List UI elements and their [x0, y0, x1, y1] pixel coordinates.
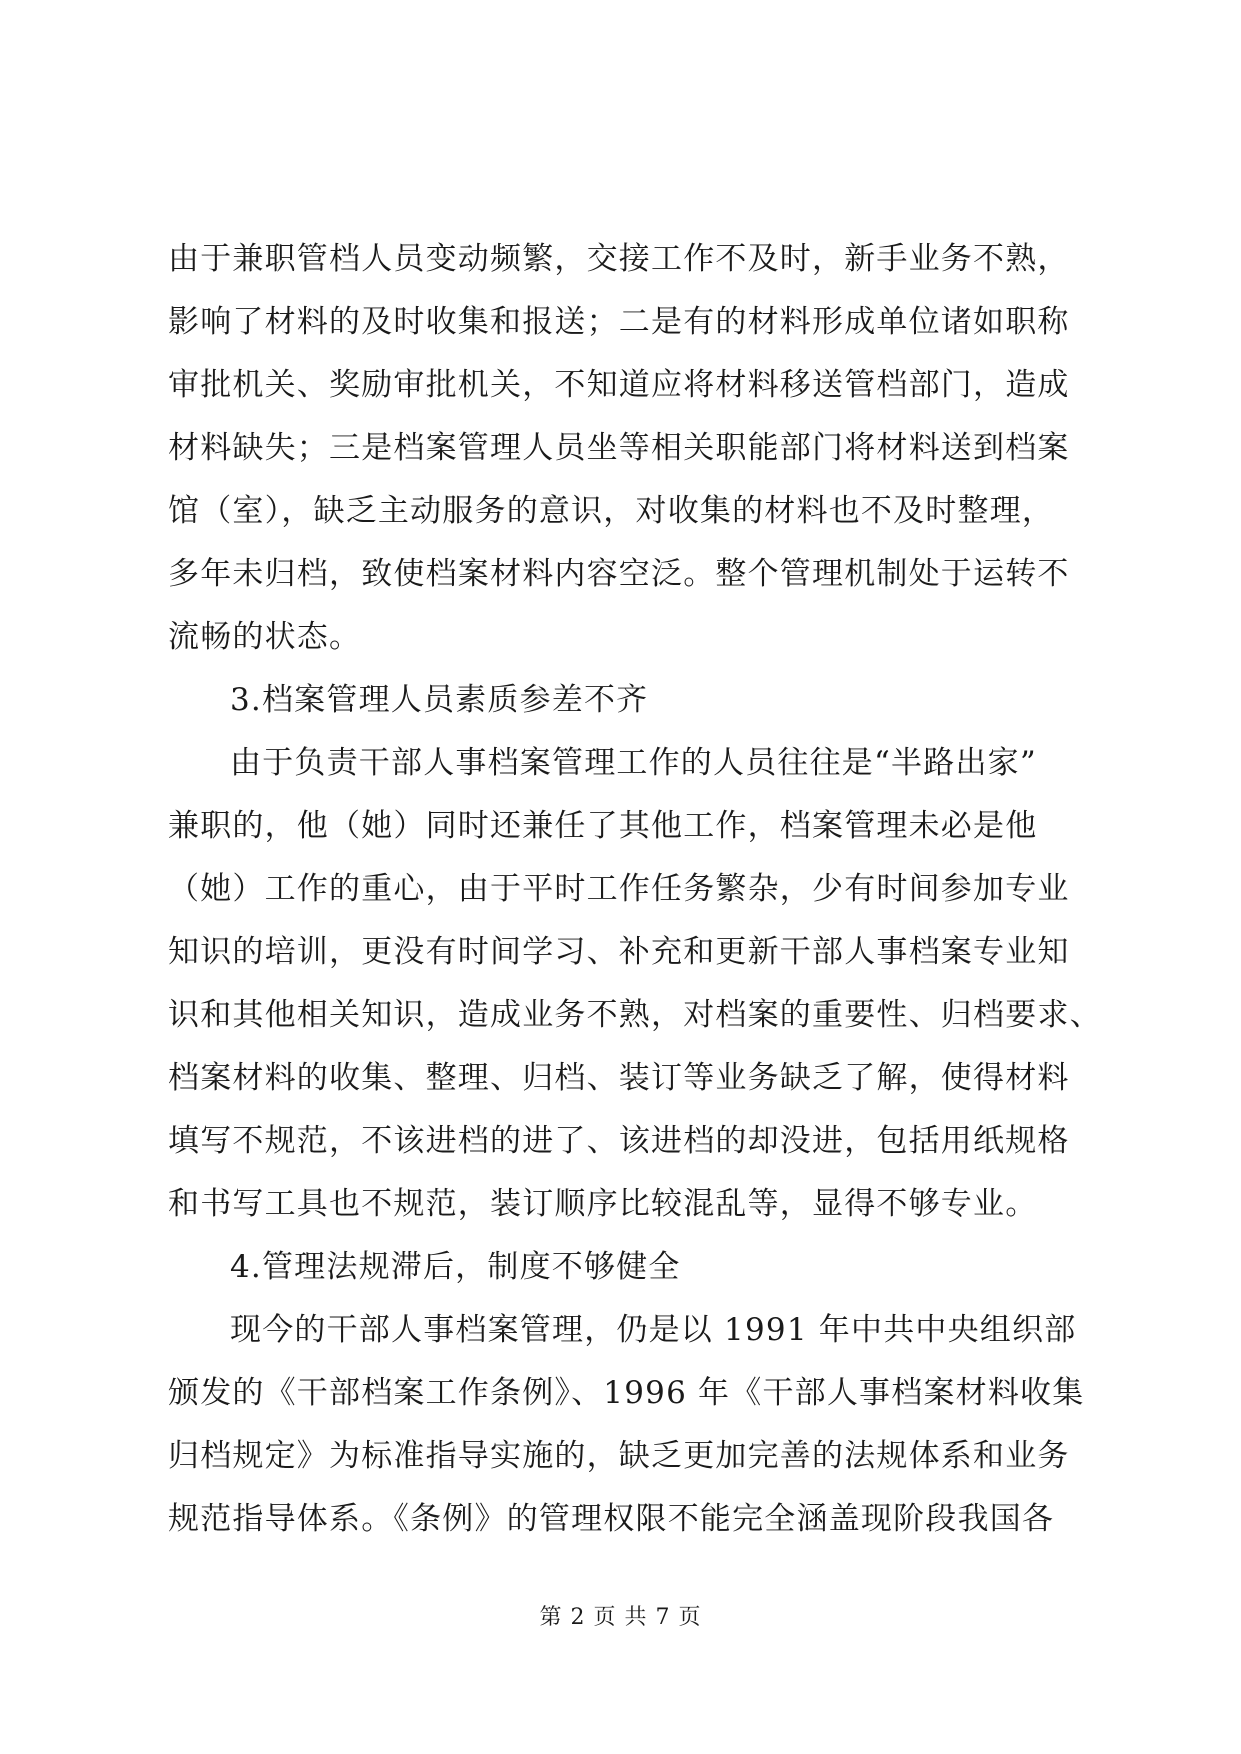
text-line: 由于兼职管档人员变动频繁，交接工作不及时，新手业务不熟，: [168, 241, 1070, 277]
text-line: 和书写工具也不规范，装订顺序比较混乱等，显得不够专业。: [168, 1186, 1038, 1222]
page-footer: 第 2 页 共 7 页: [539, 1605, 702, 1630]
text-line: 流畅的状态。: [168, 619, 362, 655]
text-line: 归档规定》为标准指导实施的，缺乏更加完善的法规体系和业务: [168, 1438, 1070, 1474]
text-line: 颁发的《干部档案工作条例》、1996 年《干部人事档案材料收集: [168, 1375, 1085, 1411]
text-line: 多年未归档，致使档案材料内容空泛。整个管理机制处于运转不: [168, 556, 1070, 592]
text-line: 档案材料的收集、整理、归档、装订等业务缺乏了解，使得材料: [168, 1060, 1070, 1096]
text-line: 材料缺失；三是档案管理人员坐等相关职能部门将材料送到档案: [168, 430, 1070, 466]
text-line: 审批机关、奖励审批机关，不知道应将材料移送管档部门，造成: [168, 367, 1070, 403]
text-line: 馆（室），缺乏主动服务的意识，对收集的材料也不及时整理，: [168, 493, 1055, 529]
section-heading: 4.管理法规滞后，制度不够健全: [230, 1249, 681, 1285]
text-line: 识和其他相关知识，造成业务不熟，对档案的重要性、归档要求、: [168, 997, 1102, 1033]
text-line: 影响了材料的及时收集和报送；二是有的材料形成单位诸如职称: [168, 304, 1070, 340]
text-line: 知识的培训，更没有时间学习、补充和更新干部人事档案专业知: [168, 934, 1070, 970]
text-line: 兼职的，他（她）同时还兼任了其他工作，档案管理未必是他: [168, 808, 1038, 844]
text-line: （她）工作的重心，由于平时工作任务繁杂，少有时间参加专业: [168, 871, 1070, 907]
text-line: 填写不规范，不该进档的进了、该进档的却没进，包括用纸规格: [168, 1123, 1070, 1159]
text-line: 规范指导体系。《条例》的管理权限不能完全涵盖现阶段我国各: [168, 1501, 1055, 1537]
body-text: [168, 228, 1102, 1551]
paragraph-start: 现今的干部人事档案管理，仍是以 1991 年中共中央组织部: [230, 1312, 1077, 1348]
section-heading: 3.档案管理人员素质参差不齐: [230, 682, 649, 718]
paragraph-start: 由于负责干部人事档案管理工作的人员往往是“半路出家”: [230, 745, 1037, 781]
